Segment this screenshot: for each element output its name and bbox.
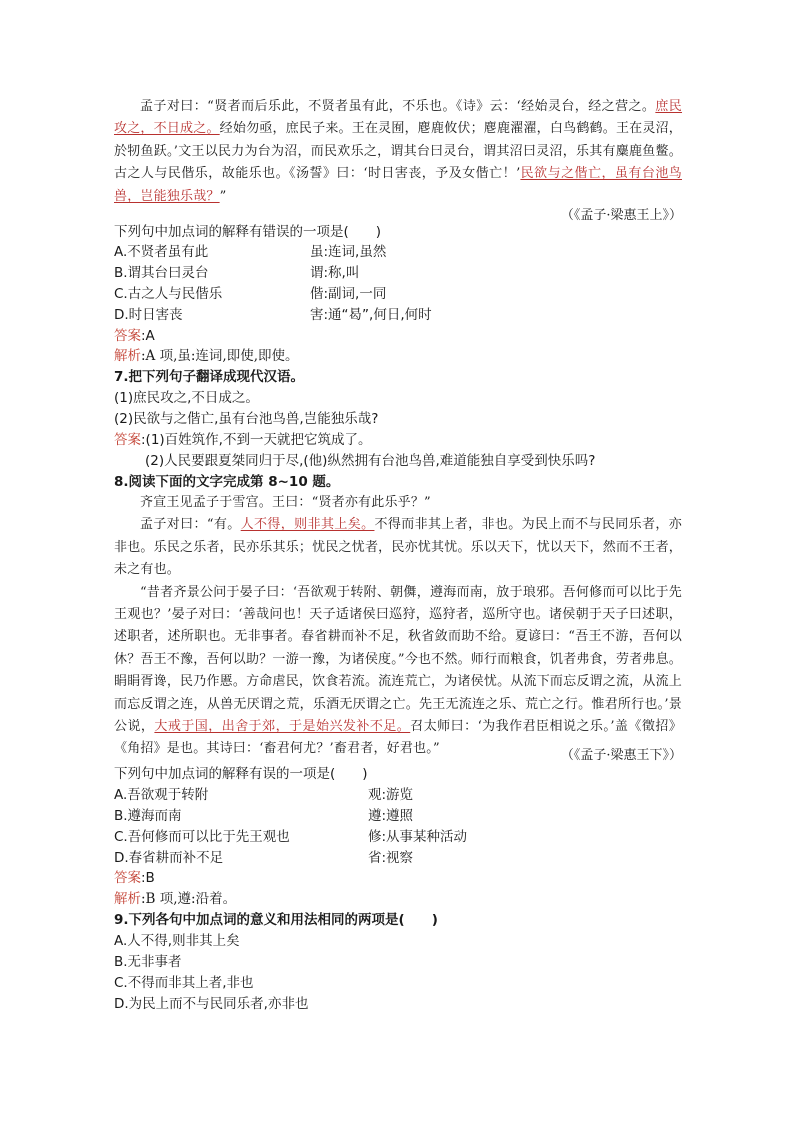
underlined-sentence: 大戒于国，出舍于郊，于是始兴发补不足。 xyxy=(154,719,411,735)
option-c-gloss: 偕:副词,一同 xyxy=(310,286,387,302)
source-citation: （《孟子·梁惠王上》） xyxy=(560,208,682,223)
option-a: A.人不得,则非其上矣 xyxy=(114,933,240,949)
passage-text: 经始勿亟，庶民子来。王在灵囿，麀鹿攸伏；麀鹿濯濯，白鸟鹤鹤。王在灵沼，於牣鱼跃。’文王以民力为台为沼，而民欢乐之，谓其台曰灵台，谓其沼曰灵沼，乐其有麋鹿鱼鳖。古之人与民偕乐，故能乐也。《汤誓》曰：‘时日害丧，予及女偕亡！’ xyxy=(114,121,682,182)
answer-line xyxy=(114,430,371,450)
option-b-gloss: 谓:称,叫 xyxy=(310,265,360,281)
option-a: A.吾欲观于转附 xyxy=(114,787,209,803)
answer-value: :(1)百姓筑作,不到一天就把它筑成了。 xyxy=(141,432,372,448)
passage-paragraph xyxy=(114,96,682,208)
passage-mencius-2 xyxy=(114,492,682,761)
answer-line xyxy=(114,868,155,888)
option-a: A.不贤者虽有此 xyxy=(114,244,209,260)
answer-value: :B xyxy=(141,870,155,886)
question-stem: 9.下列各句中加点词的意义和用法相同的两项是( ) xyxy=(114,912,438,928)
option-d: D.春省耕而补不足 xyxy=(114,850,224,866)
answer-line xyxy=(114,326,155,346)
option-d-gloss: 省:视察 xyxy=(368,850,414,866)
underlined-sentence: 庶民攻之，不日成之。 xyxy=(114,99,683,137)
question-stem: 7.把下列句子翻译成现代汉语。 xyxy=(114,369,305,385)
passage-text: 孟子对曰：“有。 xyxy=(140,517,241,533)
option-a-gloss: 虽:连词,虽然 xyxy=(310,244,387,260)
option-b: B.谓其台曰灵台 xyxy=(114,265,209,281)
option-c-gloss: 修:从事某种活动 xyxy=(368,829,468,845)
option-c: C.古之人与民偕乐 xyxy=(114,286,223,302)
option-c: C.吾何修而可以比于先王观也 xyxy=(114,829,290,845)
passage-text: 孟子对曰：“贤者而后乐此，不贤者虽有此，不乐也。《诗》云：‘经始灵台，经之营之。 xyxy=(140,99,656,114)
option-b-gloss: 遵:遵照 xyxy=(368,808,414,824)
answer-label: 答案 xyxy=(114,870,141,886)
source-citation: （《孟子·梁惠王下》） xyxy=(560,748,682,763)
underlined-sentence: 民欲与之偕亡，虽有台池鸟兽，岂能独乐哉？ xyxy=(114,166,682,204)
sentence-2: (2)民欲与之偕亡,虽有台池鸟兽,岂能独乐哉? xyxy=(114,411,379,427)
passage-text: ” xyxy=(219,188,227,204)
solution-line xyxy=(114,889,236,909)
sentence-1: (1)庶民攻之,不日成之。 xyxy=(114,390,259,406)
passage-paragraph xyxy=(114,582,682,761)
option-d-gloss: 害:通“曷”,何日,何时 xyxy=(310,307,432,323)
option-c: C.不得而非其上者,非也 xyxy=(114,975,254,991)
solution-label: 解析 xyxy=(114,891,141,907)
solution-text: :B 项,遵:沿着。 xyxy=(141,891,237,907)
passage-paragraph: 齐宣王见孟子于雪宫。王曰：“贤者亦有此乐乎？” xyxy=(140,495,431,510)
option-b: B.遵海而南 xyxy=(114,808,182,824)
solution-label: 解析 xyxy=(114,348,141,364)
passage-text: “昔者齐景公问于晏子曰：‘吾欲观于转附、朝儛，遵海而南，放于琅邪。吾何修而可以比于先王观也？’晏子对曰：‘善哉问也！天子适诸侯曰巡狩，巡狩者，巡所守也。诸侯朝于天子曰述职，述职者，述所职也。无非事者。春省耕而补不足，秋省敛而助不给。夏谚曰：“吾王不游，吾何以休？吾王不豫，吾何以助？一游一豫，为诸侯度。”今也不然。师行而粮食，饥者弗食，劳者弗息。睊睊胥谗，民乃作慝。方命虐民，饮食若流。流连荒亡，为诸侯忧。从流下而忘反谓之流，从流上而忘反谓之连，从兽无厌谓之荒，乐酒无厌谓之亡。先王无流连之乐、荒亡之行。惟君所行也。’景公说， xyxy=(114,584,682,735)
answer-value: :A xyxy=(141,328,155,344)
question-stem: 下列句中加点词的解释有错误的一项是( ) xyxy=(114,224,382,240)
passage-mencius-1 xyxy=(114,96,682,208)
passage-text: 不得而非其上者，非也。为民上而不与民同乐者，亦非也。乐民之乐者，民亦乐其乐；忧民之忧者，民亦忧其忧。乐以天下，忧以天下，然而不王者，未之有也。 xyxy=(114,517,682,578)
question-stem: 下列句中加点词的解释有误的一项是( ) xyxy=(114,766,368,782)
answer-label: 答案 xyxy=(114,432,141,448)
option-b: B.无非事者 xyxy=(114,954,182,970)
solution-text: :A 项,虽:连词,即使,即使。 xyxy=(141,348,299,364)
passage-text: 召太师曰：‘为我作君臣相说之乐。’盖《徵招》《角招》是也。其诗曰：‘畜君何尤？’畜君者，好君也。” xyxy=(114,719,682,757)
option-d: D.时日害丧 xyxy=(114,307,183,323)
underlined-sentence: 人不得，则非其上矣。 xyxy=(240,517,375,533)
option-a-gloss: 观:游览 xyxy=(368,787,414,803)
answer-line-2: (2)人民要跟夏桀同归于尽,(他)纵然拥有台池鸟兽,难道能独自享受到快乐吗? xyxy=(145,453,596,469)
answer-label: 答案 xyxy=(114,328,141,344)
question-stem: 8.阅读下面的文字完成第 8~10 题。 xyxy=(114,474,340,490)
option-d: D.为民上而不与民同乐者,亦非也 xyxy=(114,996,309,1012)
solution-line xyxy=(114,346,299,366)
passage-paragraph xyxy=(114,514,682,581)
